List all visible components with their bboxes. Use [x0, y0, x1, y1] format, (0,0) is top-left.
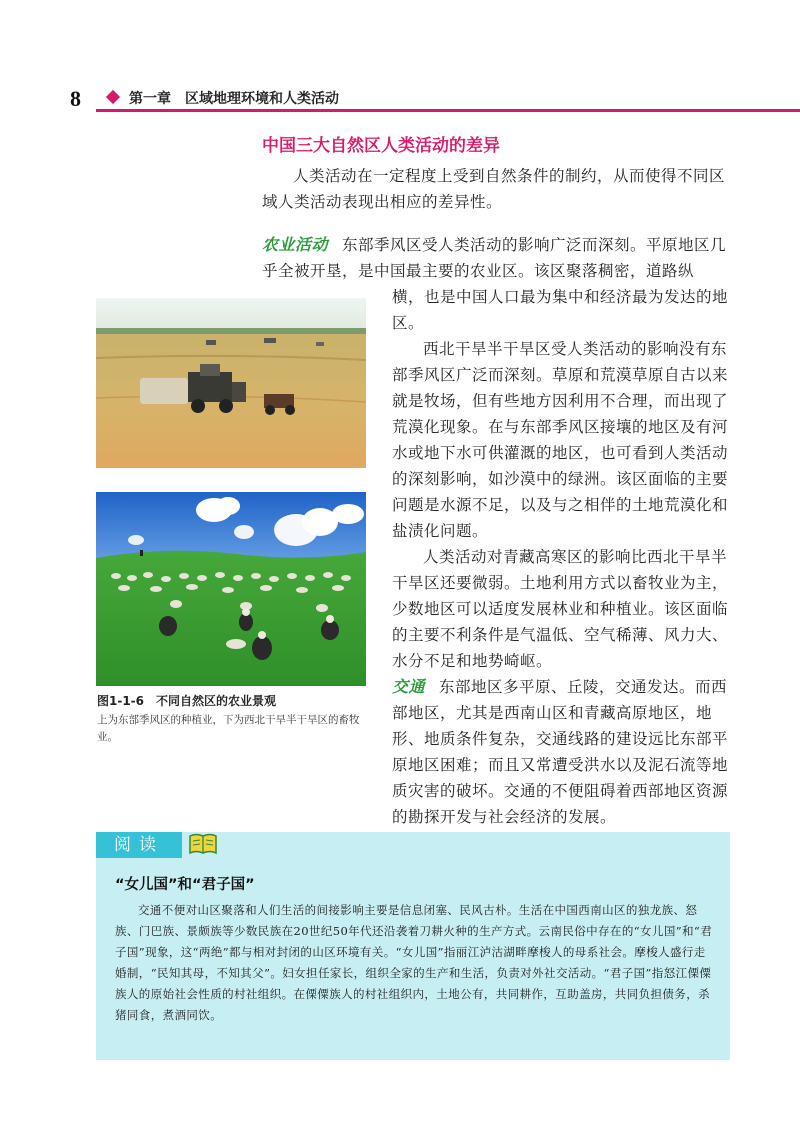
agri-keyword: 农业活动: [262, 235, 329, 254]
book-icon: [188, 832, 218, 856]
agri-text-top: 东部季风区受人类活动的影响广泛而深刻。平原地区几乎全被开垦，是中国最主要的农业区。该区聚落稠密，道路纵: [262, 236, 727, 280]
agri-paragraph-top: [262, 232, 728, 284]
page-number: 8: [70, 86, 81, 111]
traffic-paragraph: [392, 674, 728, 830]
reading-title: “女儿国”和“君子国”: [115, 877, 255, 893]
figure-caption-title: 图1-1-6 不同自然区的农业景观: [97, 694, 277, 708]
section-title: 中国三大自然区人类活动的差异: [262, 136, 500, 156]
intro-paragraph: 人类活动在一定程度上受到自然条件的制约，从而使得不同区域人类活动表现出相应的差异性。: [262, 167, 726, 211]
northwest-paragraph: 西北干旱半干旱区受人类活动的影响没有东部季风区广泛而深刻。草原和荒漠草原自古以来就是牧场，但有些地方因利用不合理，而出现了荒漠化现象。在与东部季风区接壤的地区及有河水或地下水可供灌溉的地区，也可看到人类活动的深刻影响，如沙漠中的绿洲。该区面临的主要问题是水源不足，以及与之相伴的土地荒漠化和盐渍化问题。: [392, 340, 729, 540]
qinghai-tibet-paragraph: 人类活动对青藏高寒区的影响比西北干旱半干旱区还要微弱。土地利用方式以畜牧业为主，少数地区可以适度发展林业和种植业。该区面临的主要不利条件是气温低、空气稀薄、风力大、水分不足和地势崎岖。: [392, 548, 729, 670]
traffic-keyword: 交通: [392, 677, 426, 696]
header-rule: [96, 109, 800, 112]
traffic-text: 东部地区多平原、丘陵，交通发达。而西部地区，尤其是西南山区和青藏高原地区，地形、地质条件复杂，交通线路的建设远比东部平原地区困难；而且又常遭受洪水以及泥石流等地质灾害的破坏。交通的不便阻碍着西部地区资源的勘探开发与社会经济的发展。: [392, 678, 729, 826]
photo-grassland-pastoral: [96, 492, 366, 686]
header-diamond-icon: [106, 90, 120, 104]
agri-paragraph-continued: 横，也是中国人口最为集中和经济最为发达的地区。: [392, 288, 729, 332]
reading-text: 交通不便对山区聚落和人们生活的间接影响主要是信息闭塞、民风古朴。生活在中国西南山区的独龙族、怒族、门巴族、景颇族等少数民族在20世纪50年代还沿袭着刀耕火种的生产方式。云南民俗中存在的“女儿国”和“君子国”现象，这“两绝”都与相对封闭的山区环境有关。“女儿国”指丽江泸沽湖畔摩梭人的母系社会。摩梭人盛行走婚制，“民知其母，不知其父”。妇女担任家长，组织全家的生产和生活，负责对外社交活动。“君子国”指怒江傈僳族人的原始社会性质的村社组织。在傈僳族人的村社组织内，土地公有，共同耕作，互助盖房，共同负担债务，杀猪同食，煮酒同饮。: [115, 903, 713, 1022]
figure-caption-text: 上为东部季风区的种植业，下为西北干旱半干旱区的畜牧业。: [97, 714, 360, 743]
chapter-header: 第一章 区域地理环境和人类活动: [129, 91, 339, 107]
reading-tab: 阅读: [96, 832, 182, 858]
photo-farmland-harvest: [96, 298, 366, 468]
